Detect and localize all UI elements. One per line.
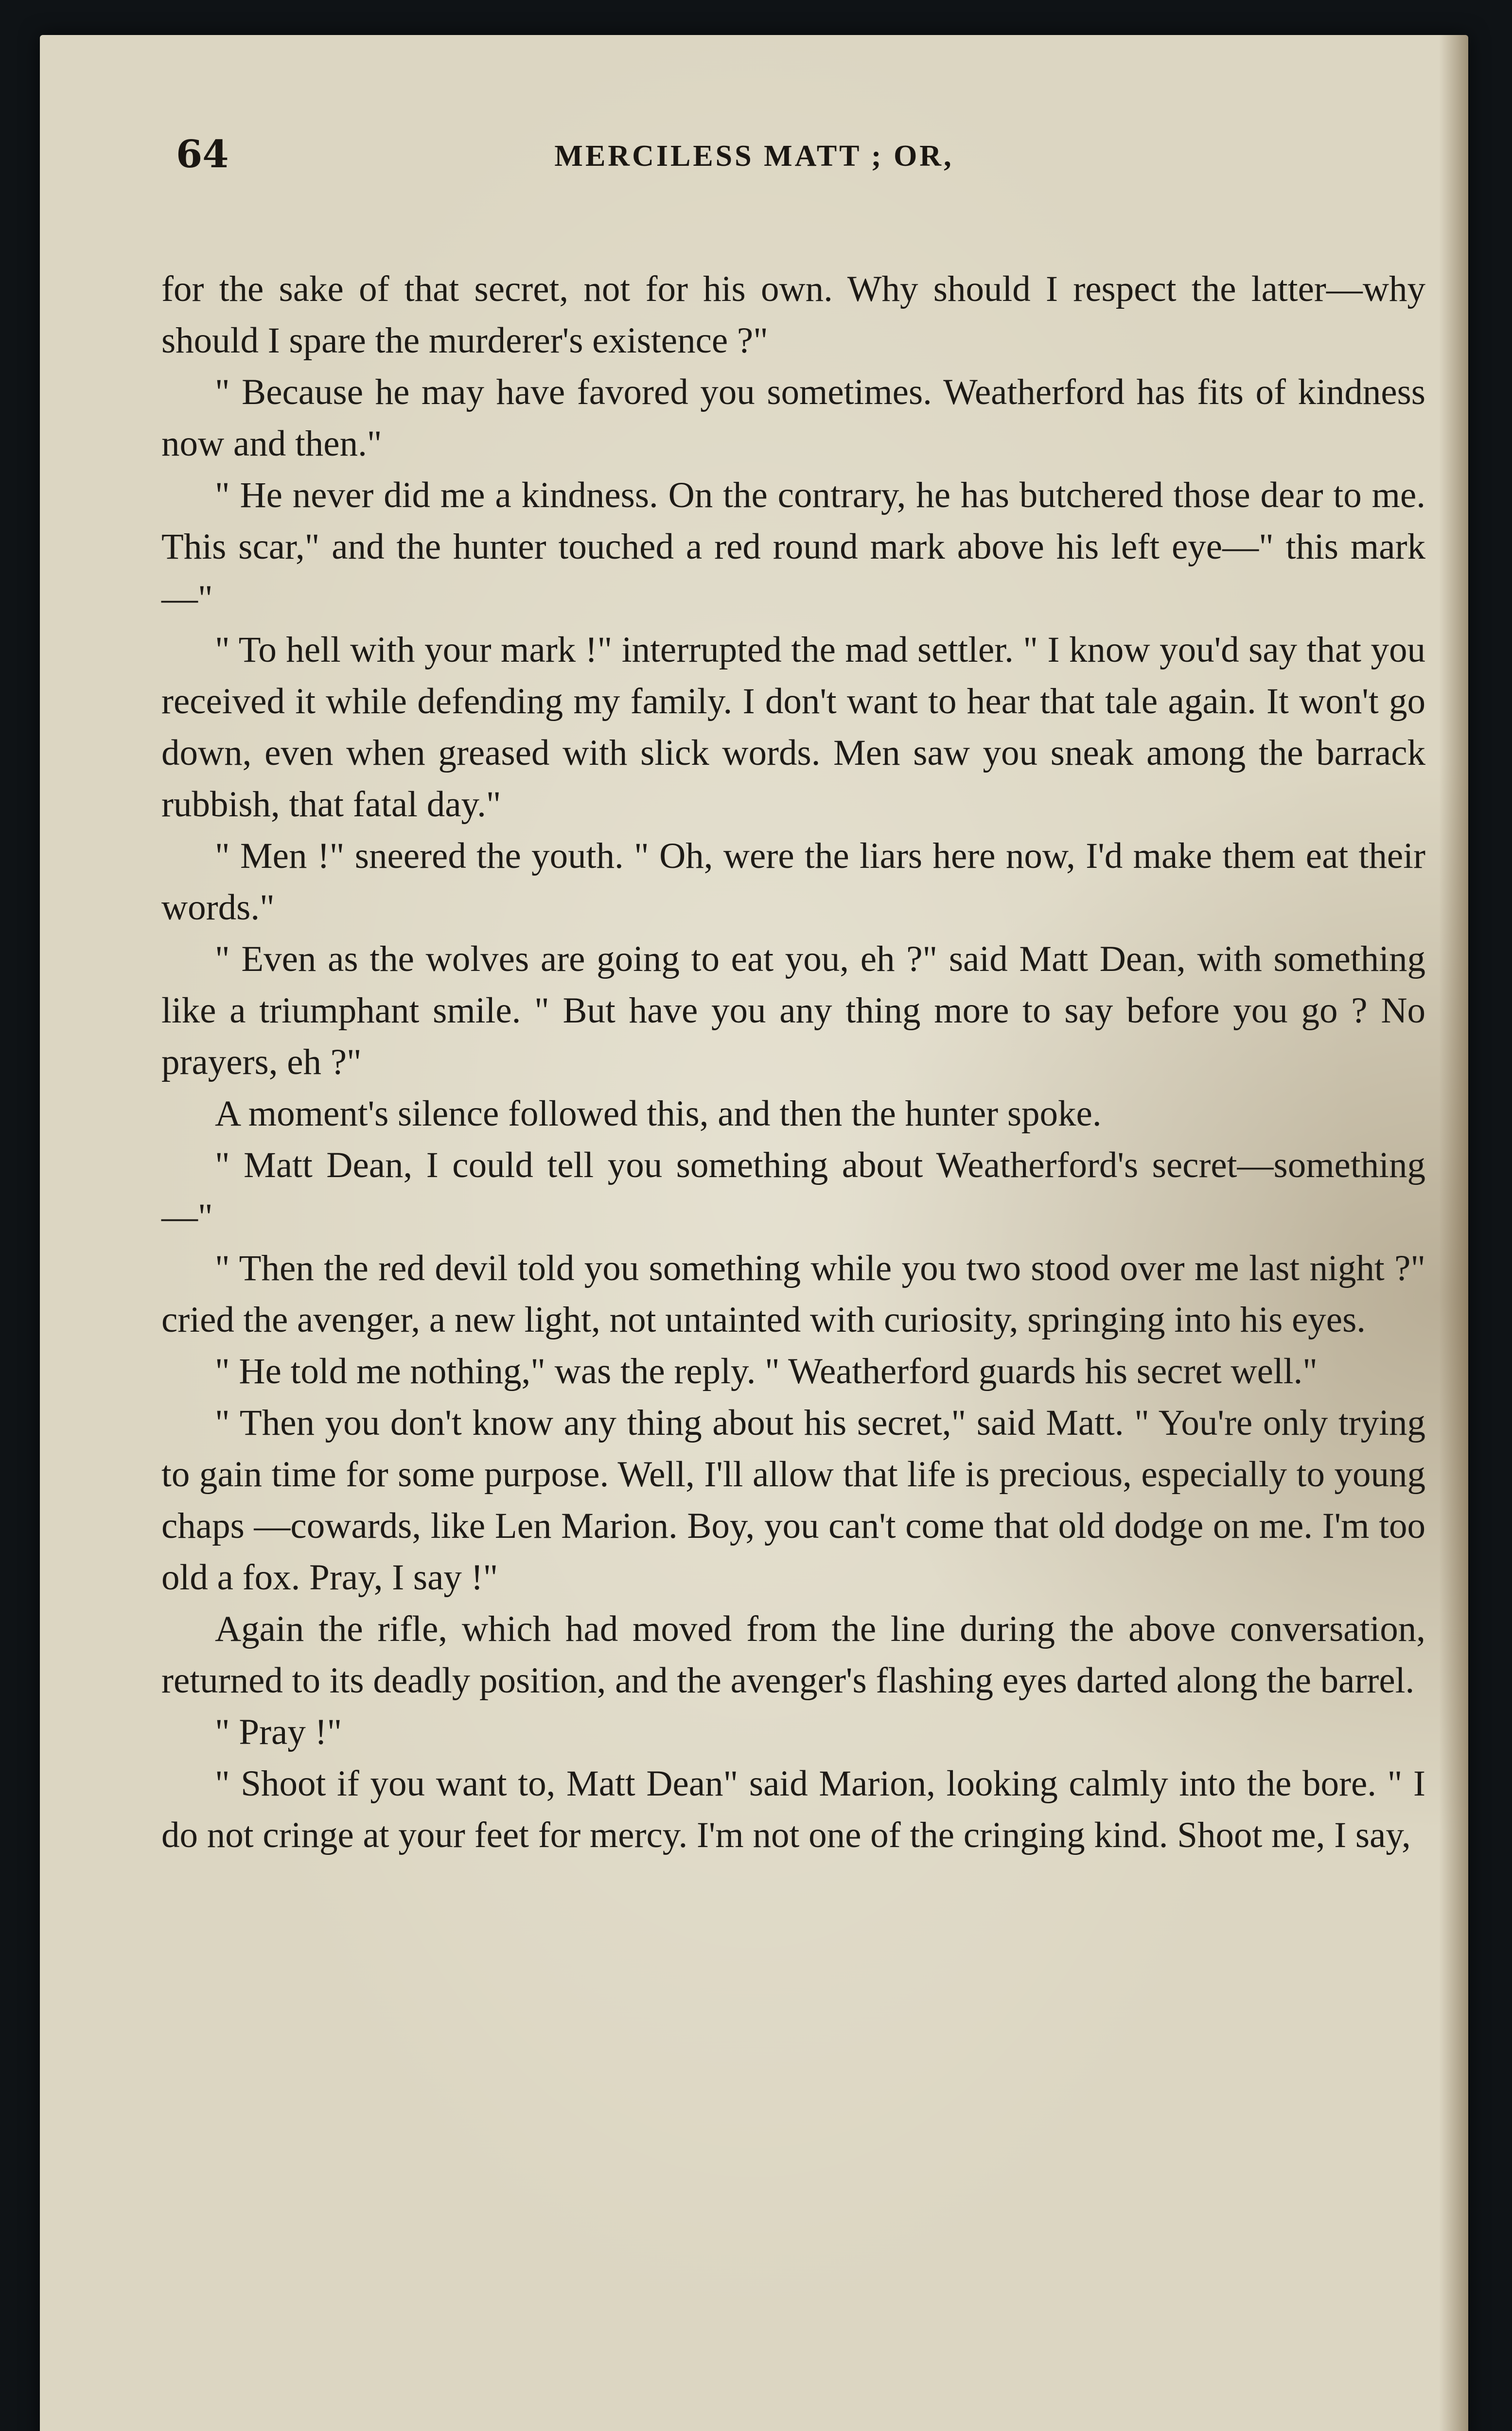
book-page (40, 35, 1468, 2431)
running-head-title: MERCILESS MATT ; OR, (554, 140, 954, 173)
paragraph: " Men !" sneered the youth. " Oh, were the liars here now, I'd make them eat their words." (161, 836, 1425, 928)
paragraph: " Because he may have favored you sometimes. Weatherford has fits of kindness now and then." (161, 372, 1425, 464)
paragraph: A moment's silence followed this, and then the hunter spoke. (215, 1093, 1102, 1134)
body-text (161, 264, 1425, 1861)
paragraph: " He never did me a kindness. On the contrary, he has butchered those dear to me. This scar," and the hunter touched a red round mark above his left eye—" this mark—" (161, 475, 1425, 618)
page-number: 64 (176, 132, 229, 176)
paragraph: " Shoot if you want to, Matt Dean" said Marion, looking calmly into the bore. " I do not cringe at your feet for mercy. I'm not one of the cringing kind. Shoot me, I say, (161, 1763, 1425, 1855)
paragraph: " Matt Dean, I could tell you something about Weatherford's secret—something—" (161, 1145, 1425, 1237)
paragraph: for the sake of that secret, not for his own. Why should I respect the latter—why should I spare the murderer's existence ?" (161, 269, 1425, 361)
running-head (40, 132, 1468, 195)
paragraph: " Then the red devil told you something while you two stood over me last night ?" cried the avenger, a new light, not untainted with curiosity, springing into his eyes. (161, 1248, 1425, 1340)
paragraph: " Then you don't know any thing about his secret," said Matt. " You're only trying to gain time for some purpose. Well, I'll allow that life is precious, especially to young chaps —cowards, like Len Marion. Boy, you can't come that old dodge on me. I'm too old a fox. Pray, I say !" (161, 1403, 1425, 1598)
page-binding-edge (1439, 35, 1468, 2431)
paragraph: " To hell with your mark !" interrupted the mad settler. " I know you'd say that you received it while defending my family. I don't want to hear that tale again. It won't go down, even when greased with slick words. Men saw you sneak among the barrack rubbish, that fatal day." (161, 630, 1425, 825)
paragraph: " Even as the wolves are going to eat you, eh ?" said Matt Dean, with something like a triumphant smile. " But have you any thing more to say before you go ? No prayers, eh ?" (161, 939, 1425, 1082)
paragraph: " Pray !" (215, 1712, 342, 1752)
paragraph: " He told me nothing," was the reply. " Weatherford guards his secret well." (215, 1351, 1318, 1392)
paragraph: Again the rifle, which had moved from the line during the above conversation, returned to its deadly position, and the avenger's flashing eyes darted along the barrel. (161, 1609, 1425, 1701)
